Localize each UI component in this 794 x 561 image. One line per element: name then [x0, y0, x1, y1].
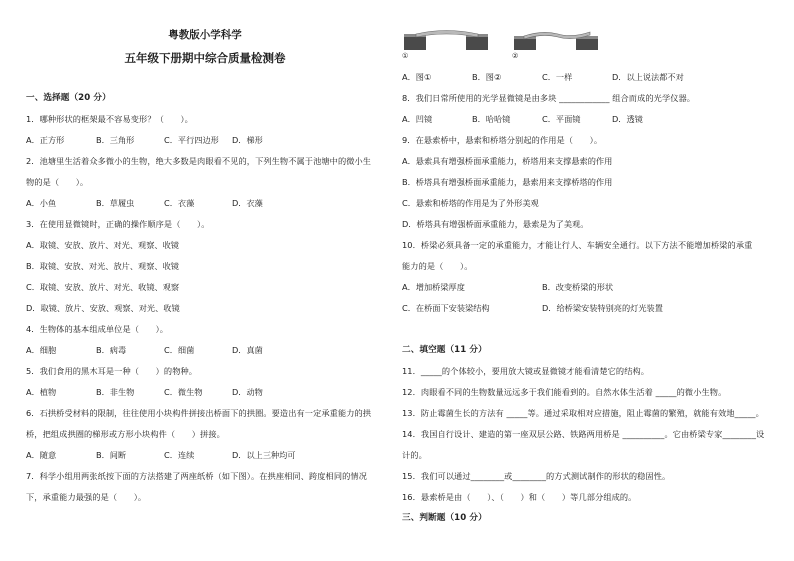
q9-option-d: D．桥塔具有增强桥面承重能力，悬索是为了美观。	[402, 219, 589, 229]
question-10-line1: 10．桥梁必须具备一定的承重能力，才能让行人、车辆安全通行。以下方法不能增加桥梁的承重	[402, 240, 753, 250]
q10-option-b: B．改变桥梁的形状	[542, 282, 614, 292]
q4-option-a: A．细胞	[26, 345, 57, 355]
flat-paper-bridge-image	[402, 26, 492, 52]
question-2-line2: 物的是（ ）。	[26, 177, 89, 187]
question-1: 1．哪种形状的框架最不容易变形？（ ）。	[26, 114, 193, 124]
q2-option-c: C．衣藻	[164, 198, 195, 208]
question-6-line1: 6．石拱桥受材料的限制，往往使用小块构件拼接出桥面下的拱圈。要造出有一定承重能力的拱	[26, 408, 372, 418]
q2-option-a: A．小鱼	[26, 198, 57, 208]
question-14-line2: 计的。	[402, 450, 427, 460]
q10-option-a: A．增加桥梁厚度	[402, 282, 465, 292]
question-10-line2: 能力的是（ ）。	[402, 261, 473, 271]
question-7-line1: 7．科学小组用两张纸按下面的方法搭建了两座纸桥（如下图）。在拱座相同、跨度相同的情况	[26, 471, 367, 481]
q8-option-d: D．透镜	[612, 114, 643, 124]
q7-option-b: B．图②	[472, 72, 502, 82]
q7-option-a: A．图①	[402, 72, 432, 82]
question-5: 5．我们食用的黑木耳是一种（ ）的物种。	[26, 366, 198, 376]
q10-option-c: C．在桥面下安装梁结构	[402, 303, 490, 313]
question-9: 9．在悬索桥中，悬索和桥塔分别起的作用是（ ）。	[402, 135, 603, 145]
q3-option-a: A．取镜、安放、放片、对光、观察、收镜	[26, 240, 179, 250]
q8-option-a: A．凹镜	[402, 114, 433, 124]
q10-option-d: D．给桥梁安装特别亮的灯光装置	[542, 303, 663, 313]
section-judge-heading: 三、判断题（10 分）	[402, 513, 487, 523]
q5-option-b: B．非生物	[96, 387, 135, 397]
q2-option-b: B．草履虫	[96, 198, 135, 208]
question-15: 15．我们可以通过________或________的方式测试制作的形状的稳固性。	[402, 471, 671, 481]
paper-bridge-figure-1	[402, 26, 492, 60]
q1-option-b: B．三角形	[96, 135, 135, 145]
paper-bridge-figures	[402, 26, 602, 62]
q8-option-c: C．平面镜	[542, 114, 581, 124]
question-14-line1: 14．我国自行设计、建造的第一座双层公路、铁路两用桥是 __________。它由桥梁专家________设	[402, 429, 765, 439]
q1-option-a: A．正方形	[26, 135, 65, 145]
question-6-line2: 桥，把组成拱圈的梯形或方形小块构件（ ）拼接。	[26, 429, 225, 439]
q7-option-c: C．一样	[542, 72, 573, 82]
figure-2-label: ②	[512, 52, 519, 60]
exam-publisher-title: 粤教版小学科学	[168, 29, 242, 41]
q4-option-b: B．病毒	[96, 345, 127, 355]
q6-option-d: D．以上三种均可	[232, 450, 296, 460]
q5-option-a: A．植物	[26, 387, 57, 397]
wavy-paper-bridge-image	[512, 26, 602, 52]
q6-option-c: C．连续	[164, 450, 195, 460]
question-16: 16．悬索桥是由（ ）、（ ）和（ ）等几部分组成的。	[402, 492, 637, 502]
q3-option-c: C．取镜、安放、放片、对光、收镜、观察	[26, 282, 180, 292]
question-2-line1: 2．池塘里生活着众多微小的生物，绝大多数是肉眼看不见的，下列生物不属于池塘中的微小生	[26, 156, 372, 166]
exam-title: 五年级下册期中综合质量检测卷	[124, 51, 286, 65]
q6-option-b: B．间断	[96, 450, 127, 460]
q9-option-b: B．桥塔具有增强桥面承重能力，悬索用来支撑桥塔的作用	[402, 177, 613, 187]
question-8: 8．我们日常所使用的光学显微镜是由多块 ____________ 组合而成的光学仪器。	[402, 93, 696, 103]
question-3: 3．在使用显微镜时，正确的操作顺序是（ ）。	[26, 219, 210, 229]
paper-bridge-figure-2	[512, 26, 602, 60]
q3-option-b: B．取镜、安放、对光、放片、观察、收镜	[26, 261, 179, 271]
question-11: 11．_____的个体较小，要用放大镜或显微镜才能看清楚它的结构。	[402, 366, 650, 376]
question-4: 4．生物体的基本组成单位是（ ）。	[26, 324, 169, 334]
q8-option-b: B．哈哈镜	[472, 114, 511, 124]
q9-option-c: C．悬索和桥塔的作用是为了外形美观	[402, 198, 539, 208]
section-choice-heading: 一、选择题（20 分）	[26, 93, 111, 103]
q9-option-a: A．悬索具有增强桥面承重能力，桥塔用来支撑悬索的作用	[402, 156, 613, 166]
q5-option-d: D．动物	[232, 387, 263, 397]
q3-option-d: D．取镜、放片、安放、观察、对光、收镜	[26, 303, 180, 313]
figure-1-label: ①	[402, 52, 409, 60]
q1-option-c: C．平行四边形	[164, 135, 219, 145]
q4-option-c: C．细菌	[164, 345, 195, 355]
question-7-line2: 下，承重能力最强的是（ ）。	[26, 492, 147, 502]
q1-option-d: D．梯形	[232, 135, 263, 145]
question-13: 13．防止霉菌生长的方法有 _____等。通过采取相对应措施，阻止霉菌的繁殖，就能有效地_____。	[402, 408, 764, 418]
q2-option-d: D．衣藻	[232, 198, 263, 208]
q6-option-a: A．随意	[26, 450, 57, 460]
section-fill-heading: 二、填空题（11 分）	[402, 345, 487, 355]
q4-option-d: D．真菌	[232, 345, 263, 355]
q7-option-d: D．以上说法都不对	[612, 72, 684, 82]
q5-option-c: C．微生物	[164, 387, 203, 397]
question-12: 12．肉眼看不同的生物数量远远多于我们能看到的。自然水体生活着 _____的微小生物。	[402, 387, 727, 397]
